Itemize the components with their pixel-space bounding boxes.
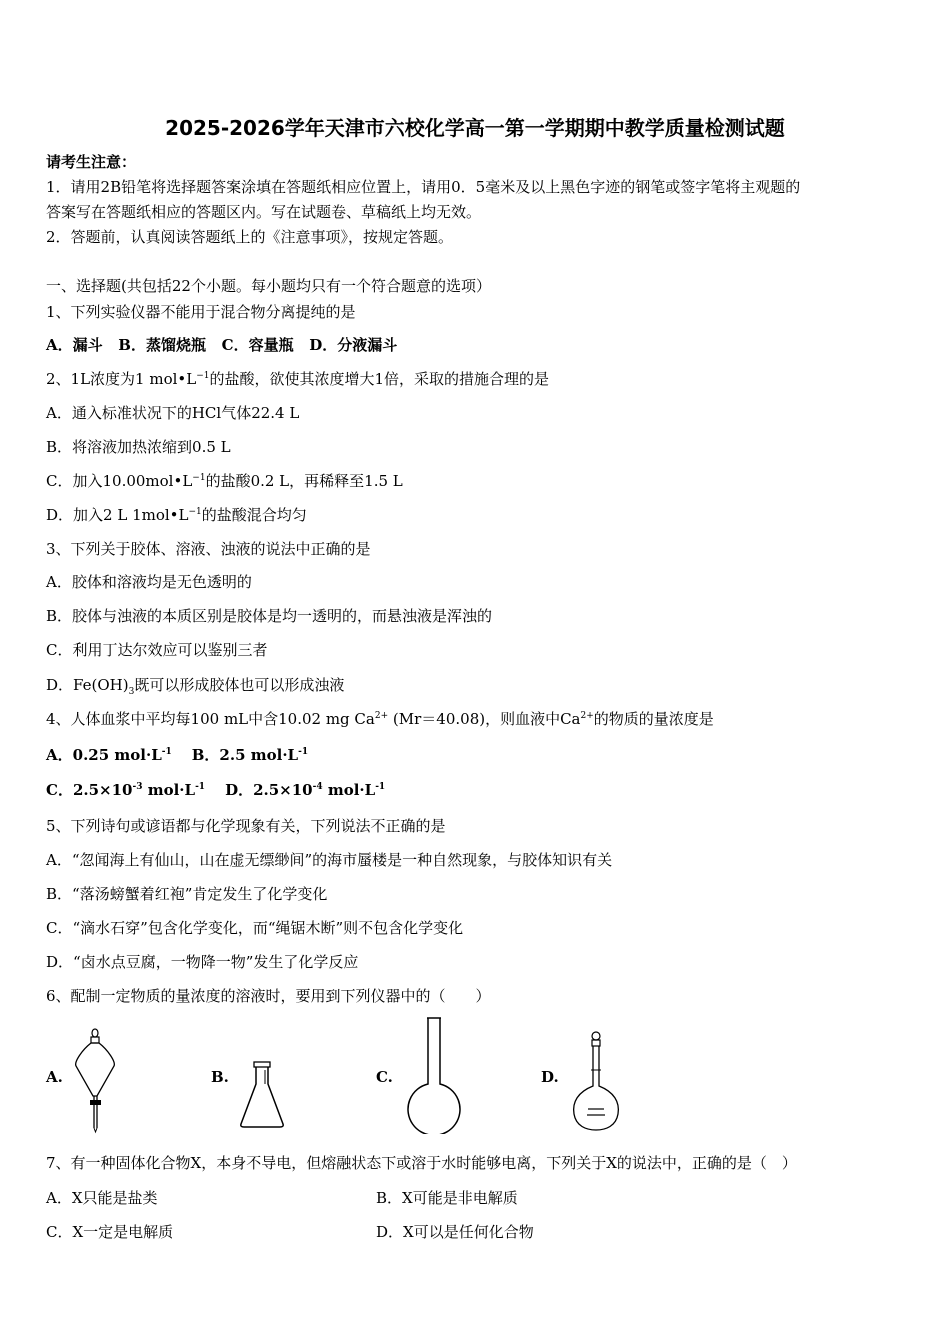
q2-stem-sup: −1 <box>196 371 210 381</box>
q4-option-b-sup: -1 <box>298 747 309 757</box>
q2-option-c-text-2: 的盐酸0.2 L，再稀释至1.5 L <box>205 472 403 490</box>
q4-option-a: A．0.25 mol·L <box>46 746 162 764</box>
q4-stem-text-2: (Mr＝40.08)，则血液中Ca <box>388 710 581 728</box>
q3-option-d <box>46 675 344 695</box>
q2-option-c-sup: −1 <box>192 473 206 483</box>
q2-option-b: B．将溶液加热浓缩到0.5 L <box>46 438 231 456</box>
q2-option-a: A．通入标准状况下的HCl气体22.4 L <box>46 404 300 422</box>
q4-option-d-unit: mol·L <box>322 781 376 799</box>
q2-stem <box>46 369 549 389</box>
q3-option-d-text-2: 既可以形成胶体也可以形成浊液 <box>134 676 345 694</box>
q3-option-b: B．胶体与浊液的本质区别是胶体是均一透明的，而悬浊液是浑浊的 <box>46 607 493 625</box>
q5-option-d: D．“卤水点豆腐，一物降一物”发生了化学反应 <box>46 953 359 971</box>
q7-option-c: C．X一定是电解质 <box>46 1223 174 1241</box>
notice-heading: 请考生注意： <box>46 153 137 171</box>
q6-option-a-label: A. <box>46 1068 63 1086</box>
q4-option-d-sup: -4 <box>312 782 323 792</box>
round-bottom-flask-icon <box>404 1016 464 1134</box>
page-title: 2025-2026学年天津市六校化学高一第一学期期中教学质量检测试题 <box>165 116 785 140</box>
q7-option-d: D．X可以是任何化合物 <box>376 1223 534 1241</box>
q3-option-d-sub: 3 <box>128 687 135 697</box>
q6-option-d-label: D. <box>541 1068 559 1086</box>
q3-option-a: A．胶体和溶液均是无色透明的 <box>46 573 252 591</box>
q6-stem: 6、配制一定物质的量浓度的溶液时，要用到下列仪器中的（ ） <box>46 987 491 1005</box>
q4-option-d-sup-2: -1 <box>375 782 386 792</box>
q4-option-c-sup: -3 <box>132 782 143 792</box>
notice-item-2: 2．答题前，认真阅读答题纸上的《注意事项》，按规定答题。 <box>46 228 454 246</box>
q5-stem: 5、下列诗句或谚语都与化学现象有关，下列说法不正确的是 <box>46 817 446 835</box>
q2-option-d <box>46 505 307 525</box>
q5-option-c: C．“滴水石穿”包含化学变化，而“绳锯木断”则不包含化学变化 <box>46 919 464 937</box>
q2-option-c <box>46 471 403 491</box>
q2-stem-text-2: 的盐酸，欲使其浓度增大1倍，采取的措施合理的是 <box>209 370 550 388</box>
q5-option-b: B．“落汤螃蟹着红袍”肯定发生了化学变化 <box>46 885 328 903</box>
q1-options: A．漏斗 B．蒸馏烧瓶 C．容量瓶 D．分液漏斗 <box>46 336 398 354</box>
q3-option-c: C．利用丁达尔效应可以鉴别三者 <box>46 641 268 659</box>
q3-option-d-text: D．Fe(OH) <box>46 676 129 694</box>
erlenmeyer-flask-icon <box>236 1060 288 1130</box>
q4-stem-text: 4、人体血浆中平均每100 mL中含10.02 mg Ca <box>46 710 375 728</box>
section-heading: 一、选择题(共包括22个小题。每小题均只有一个符合题意的选项） <box>46 277 491 295</box>
q4-option-c-unit: mol·L <box>142 781 196 799</box>
q2-option-d-sup: −1 <box>188 507 202 517</box>
volumetric-flask-icon <box>568 1030 624 1134</box>
q4-stem <box>46 709 714 729</box>
notice-item-1b: 答案写在答题纸相应的答题区内。写在试题卷、草稿纸上均无效。 <box>46 203 482 221</box>
q4-option-c-sup-2: -1 <box>195 782 206 792</box>
q2-option-d-text: D．加入2 L 1mol•L <box>46 506 189 524</box>
q1-stem: 1、下列实验仪器不能用于混合物分离提纯的是 <box>46 303 356 321</box>
q5-option-a: A．“忽闻海上有仙山，山在虚无缥缈间”的海市蜃楼是一种自然现象，与胶体知识有关 <box>46 851 613 869</box>
q6-option-c-label: C. <box>376 1068 393 1086</box>
q2-stem-text: 2、1L浓度为1 mol•L <box>46 370 197 388</box>
q2-option-c-text: C．加入10.00mol•L <box>46 472 193 490</box>
q4-option-d: D．2.5×10 <box>225 781 313 799</box>
q7-stem: 7、有一种固体化合物X，本身不导电，但熔融状态下或溶于水时能够电离，下列关于X的说法中，正确的是（ ） <box>46 1154 797 1172</box>
q4-stem-sup-2: 2+ <box>580 711 594 721</box>
q4-option-a-sup: -1 <box>161 747 172 757</box>
q7-option-a: A．X只能是盐类 <box>46 1189 158 1207</box>
q4-stem-sup: 2+ <box>374 711 389 721</box>
q3-stem: 3、下列关于胶体、溶液、浊液的说法中正确的是 <box>46 540 371 558</box>
q4-option-c: C．2.5×10 <box>46 781 133 799</box>
q2-option-d-text-2: 的盐酸混合均匀 <box>201 506 307 524</box>
q4-option-b: B．2.5 mol·L <box>191 746 299 764</box>
separatory-funnel-icon <box>70 1028 120 1134</box>
q4-stem-text-3: 的物质的量浓度是 <box>593 710 714 728</box>
q7-option-b: B．X可能是非电解质 <box>376 1189 518 1207</box>
q4-options-cd <box>46 780 385 800</box>
q4-options-ab <box>46 745 308 765</box>
q6-option-b-label: B. <box>211 1068 229 1086</box>
notice-item-1a: 1．请用2B铅笔将选择题答案涂填在答题纸相应位置上，请用0．5毫米及以上黑色字迹的钢笔或签字笔将主观题的 <box>46 178 801 196</box>
